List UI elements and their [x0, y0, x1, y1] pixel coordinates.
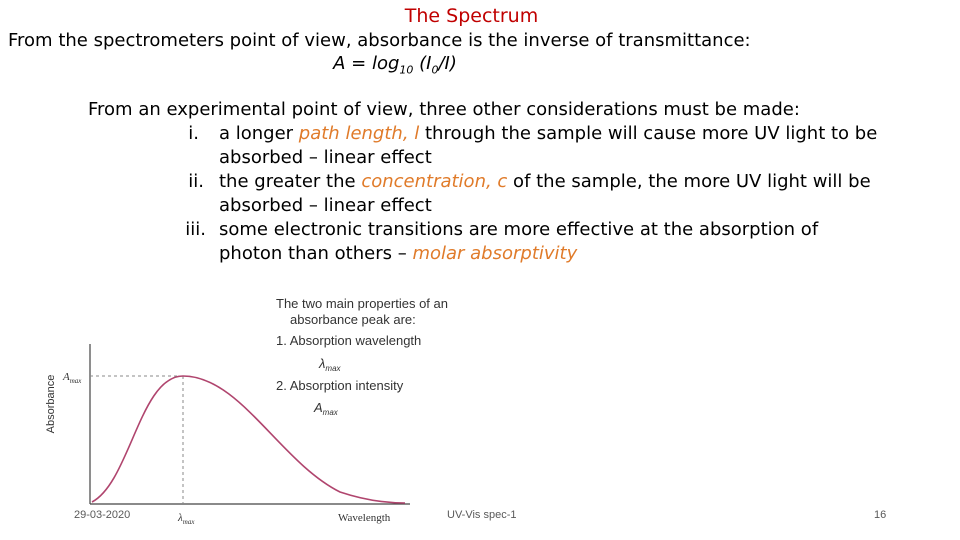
footer-date: 29-03-2020	[74, 509, 131, 521]
a-max-label: $A_{max}$	[314, 400, 338, 417]
item-text: photon than others –	[219, 243, 413, 264]
slide-number: 16	[874, 509, 887, 521]
highlight-concentration: concentration, c	[361, 171, 508, 192]
formula-sub-10: 10	[399, 63, 414, 77]
absorbance-figure	[40, 292, 450, 532]
list-number-i: i.	[188, 123, 199, 144]
formula-open: (I	[413, 53, 432, 74]
figure-info-text: absorbance peak are:	[290, 312, 416, 327]
absorbance-curve	[92, 376, 405, 503]
item-text: the greater the	[219, 171, 362, 192]
list-item-molar-absorptivity: some electronic transitions are more effective at the absorption of	[219, 219, 819, 240]
formula-lhs: A = log	[333, 53, 400, 74]
item-text: of the sample, the more UV light will be	[507, 171, 871, 192]
formula-sub-0: 0	[431, 63, 439, 77]
list-number-ii: ii.	[188, 171, 204, 192]
x-tick-lambda-max: $\lambda_{max}$	[178, 512, 195, 526]
highlight-path-length: path length, l	[298, 123, 420, 144]
slide-title: The Spectrum	[404, 5, 539, 27]
footer-title: UV-Vis spec-1	[447, 509, 517, 521]
list-item-path-length	[219, 123, 877, 144]
considerations-intro: From an experimental point of view, three other considerations must be made:	[88, 99, 800, 120]
list-number-iii: iii.	[185, 219, 206, 240]
list-item-continuation	[219, 243, 577, 264]
formula-close: /I)	[438, 53, 457, 74]
absorbance-formula	[0, 53, 790, 77]
list-item-continuation: absorbed – linear effect	[219, 147, 432, 168]
transmittance-statement: From the spectrometers point of view, absorbance is the inverse of transmittance:	[8, 30, 751, 51]
figure-property-1: 1. Absorption wavelength	[276, 333, 422, 348]
item-text: a longer	[219, 123, 299, 144]
list-item-continuation: absorbed – linear effect	[219, 195, 432, 216]
lambda-max-label: $\lambda_{max}$	[319, 356, 341, 373]
x-axis-label: Wavelength	[338, 512, 391, 524]
item-text: through the sample will cause more UV light to be	[419, 123, 878, 144]
y-tick-a-max: $A_{max}$	[63, 371, 82, 385]
figure-info-text: The two main properties of an	[276, 296, 448, 311]
highlight-molar-absorptivity: molar absorptivity	[412, 243, 578, 264]
list-item-concentration	[219, 171, 871, 192]
figure-property-2: 2. Absorption intensity	[276, 378, 404, 393]
y-axis-label: Absorbance	[45, 374, 57, 434]
